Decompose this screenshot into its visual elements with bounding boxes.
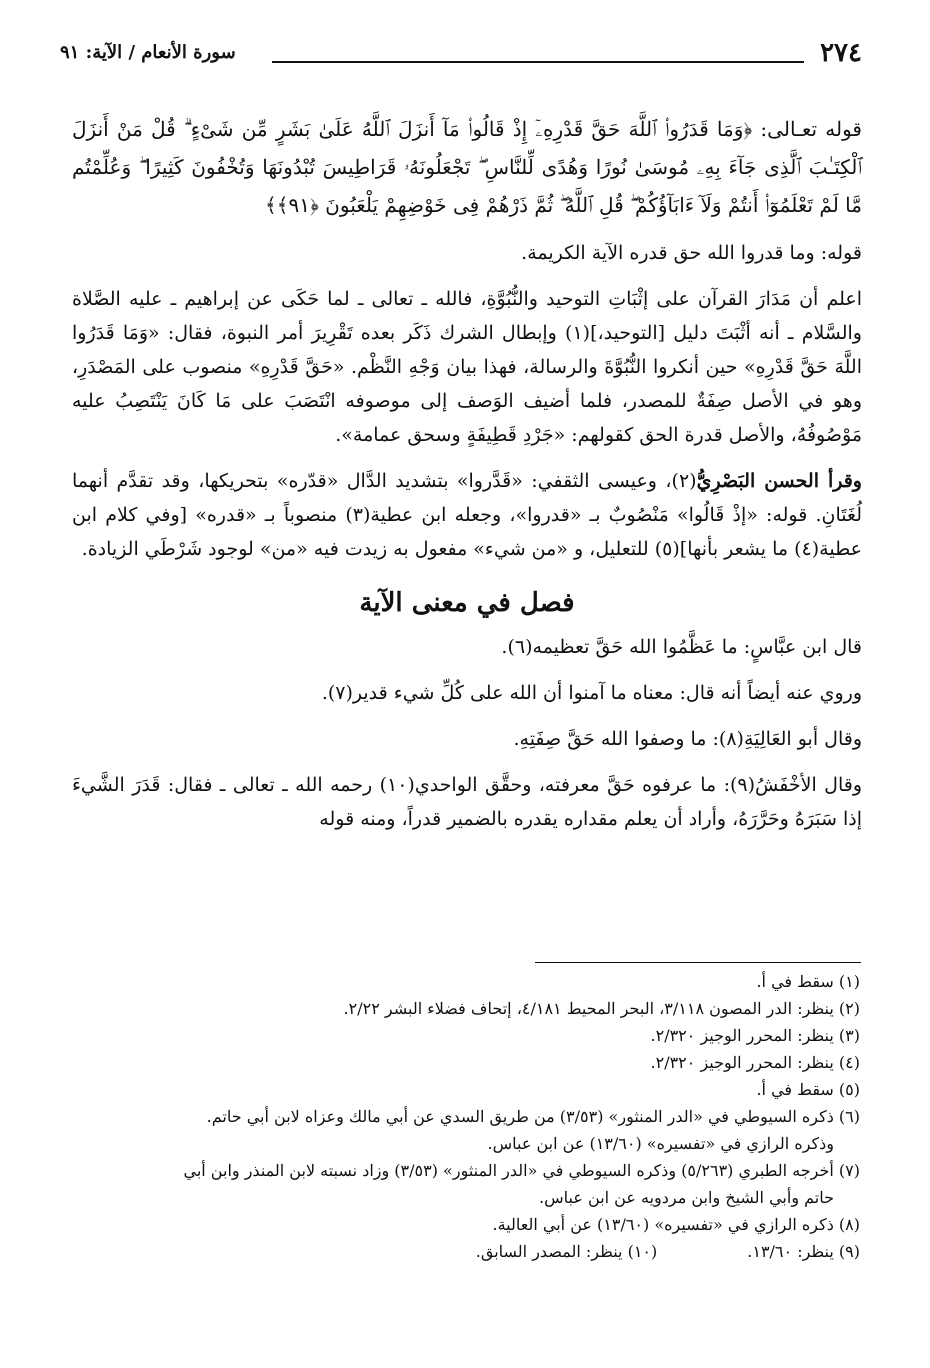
page-number: ٢٧٤ bbox=[820, 38, 862, 68]
page-header bbox=[60, 38, 862, 72]
paragraph-3-text: (٢)، وعيسى الثقفي: «قَدَّروا» بتشديد الدَّال «قدّره» بتحريكها، وقد تقدَّم أنهما لُغَتَانِ. قوله: «إذْ قَالُوا» مَنْصُوبٌ بـ «قدروا»، وجعله ابن عطية(٣) منصوباً بـ «قدره» [وفي كلام ابن عطية(٤) ما يشعر بأنها](٥) للتعليل، و «من شيء» مفعول به زيدت فيه «من» لوجود شَرْطَي الزيادة. bbox=[72, 470, 862, 560]
paragraph-5: وروي عنه أيضاً أنه قال: معناه ما آمنوا أن الله على كُلِّ شيء قدير(٧). bbox=[321, 682, 862, 704]
footnote-10: (١٠) ينظر: المصدر السابق. bbox=[475, 1242, 658, 1261]
footnote-7-continued: حاتم وأبي الشيخ وابن مردويه عن ابن عباس. bbox=[539, 1188, 834, 1207]
footnotes bbox=[72, 968, 860, 1265]
paragraph-3 bbox=[72, 464, 862, 566]
quran-verse: قوله تعـالى: ﴿وَمَا قَدَرُوا۟ ٱللَّهَ حَقَّ قَدْرِهِۦٓ إِذْ قَالُوا۟ مَآ أَنزَلَ ٱللَّهُ عَلَىٰ بَشَرٍ مِّن شَىْءٍ ۗ قُلْ مَنْ أَنزَلَ ٱلْكِتَـٰبَ ٱلَّذِى جَآءَ بِهِۦ مُوسَىٰ نُورًا وَهُدًى لِّلنَّاسِ ۖ تَجْعَلُونَهُۥ قَرَاطِيسَ تُبْدُونَهَا وَتُخْفُونَ كَثِيرًا ۖ وَعُلِّمْتُم مَّا لَمْ تَعْلَمُوٓا۟ أَنتُمْ وَلَآ ءَابَآؤُكُمْ ۖ قُلِ ٱللَّهُ ۖ ثُمَّ ذَرْهُمْ فِى خَوْضِهِمْ يَلْعَبُونَ ﴿٩١﴾﴾ bbox=[72, 117, 862, 217]
main-text bbox=[72, 110, 862, 836]
paragraph-7: وقال الأخْفَشُ(٩): ما عرفوه حَقَّ معرفته، وحقَّق الواحدي(١٠) رحمه الله ـ تعالى ـ فقال: قَدَرَ الشَّيءَ إذا سَبَرَهُ وحَرَّرَهُ، وأراد أن يعلم مقداره يقدره بالضمير قدراً، ومنه قوله bbox=[72, 774, 862, 830]
footnote-separator bbox=[535, 962, 861, 963]
footnote-7: (٧) أخرجه الطبري (٥/٢٦٣) وذكره السيوطي في «الدر المنثور» (٣/٥٣) وزاد نسبته لابن المنذر وابن أبي bbox=[183, 1161, 860, 1180]
footnote-row-9-10 bbox=[72, 1238, 860, 1265]
paragraph-2: اعلم أن مَدَارَ القرآن على إثْبَاتِ التوحيد والنُّبُوَّةِ، فالله ـ تعالى ـ لما حَكَى عن إبراهيم ـ عليه الصَّلاة والسَّلام ـ أنه أثْبَتَ دليل [التوحيد،](١) وإبطال الشرك ذَكَر بعده تَقْرِيرَ أمر النبوة، فقال: «وَمَا قَدَرُوا اللَّهَ حَقَّ قَدْرِهِ» حين أنكروا النُّبُوَّةَ والرسالة، فهذا بيان وَجْهِ النَّظْم. «حَقَّ قَدْرِهِ» منصوب على المَصْدَرِ، وهو في الأصل صِفَةٌ للمصدر، فلما أضيف الوَصف إلى موصوفه انْتَصَبَ على مَا كَانَ يَنْتَصِبُ عليه مَوْصُوفُهُ، والأصل قدرة الحق كقولهم: «جَرْدِ قَطِيفَةٍ وسحق عمامة». bbox=[72, 288, 862, 446]
footnote-9: (٩) ينظر: ١٣/٦٠. bbox=[747, 1242, 860, 1261]
footnote-4: (٤) ينظر: المحرر الوجيز ٢/٣٢٠. bbox=[650, 1053, 860, 1072]
footnote-2: (٢) ينظر: الدر المصون ٣/١١٨، البحر المحيط ٤/١٨١، إتحاف فضلاء البشر ٢/٢٢. bbox=[343, 999, 860, 1018]
footnote-5: (٥) سقط في أ. bbox=[756, 1080, 860, 1099]
reader-name: وقرأ الحسن البَصْرِيُّ bbox=[696, 470, 862, 492]
header-rule bbox=[272, 61, 804, 63]
footnote-3: (٣) ينظر: المحرر الوجيز ٢/٣٢٠. bbox=[650, 1026, 860, 1045]
footnote-6: (٦) ذكره السيوطي في «الدر المنثور» (٣/٥٣) من طريق السدي عن أبي مالك وعزاه لابن أبي حاتم. bbox=[206, 1107, 860, 1126]
paragraph-4: قال ابن عبَّاسٍ: ما عَظَّمُوا الله حَقَّ تعظيمه(٦). bbox=[501, 636, 862, 658]
surah-title: سورة الأنعام / الآية: ٩١ bbox=[60, 42, 236, 63]
paragraph-1: قوله: وما قدروا الله حق قدره الآية الكريمة. bbox=[521, 242, 862, 264]
section-heading: فصل في معنى الآية bbox=[359, 588, 575, 618]
footnote-6-continued: وذكره الرازي في «تفسيره» (١٣/٦٠) عن ابن عباس. bbox=[487, 1134, 834, 1153]
footnote-8: (٨) ذكره الرازي في «تفسيره» (١٣/٦٠) عن أبي العالية. bbox=[492, 1215, 860, 1234]
paragraph-6: وقال أبو العَالِيَةِ(٨): ما وصفوا الله حَقَّ صِفَتِهِ. bbox=[513, 728, 862, 750]
footnote-1: (١) سقط في أ. bbox=[756, 972, 860, 991]
